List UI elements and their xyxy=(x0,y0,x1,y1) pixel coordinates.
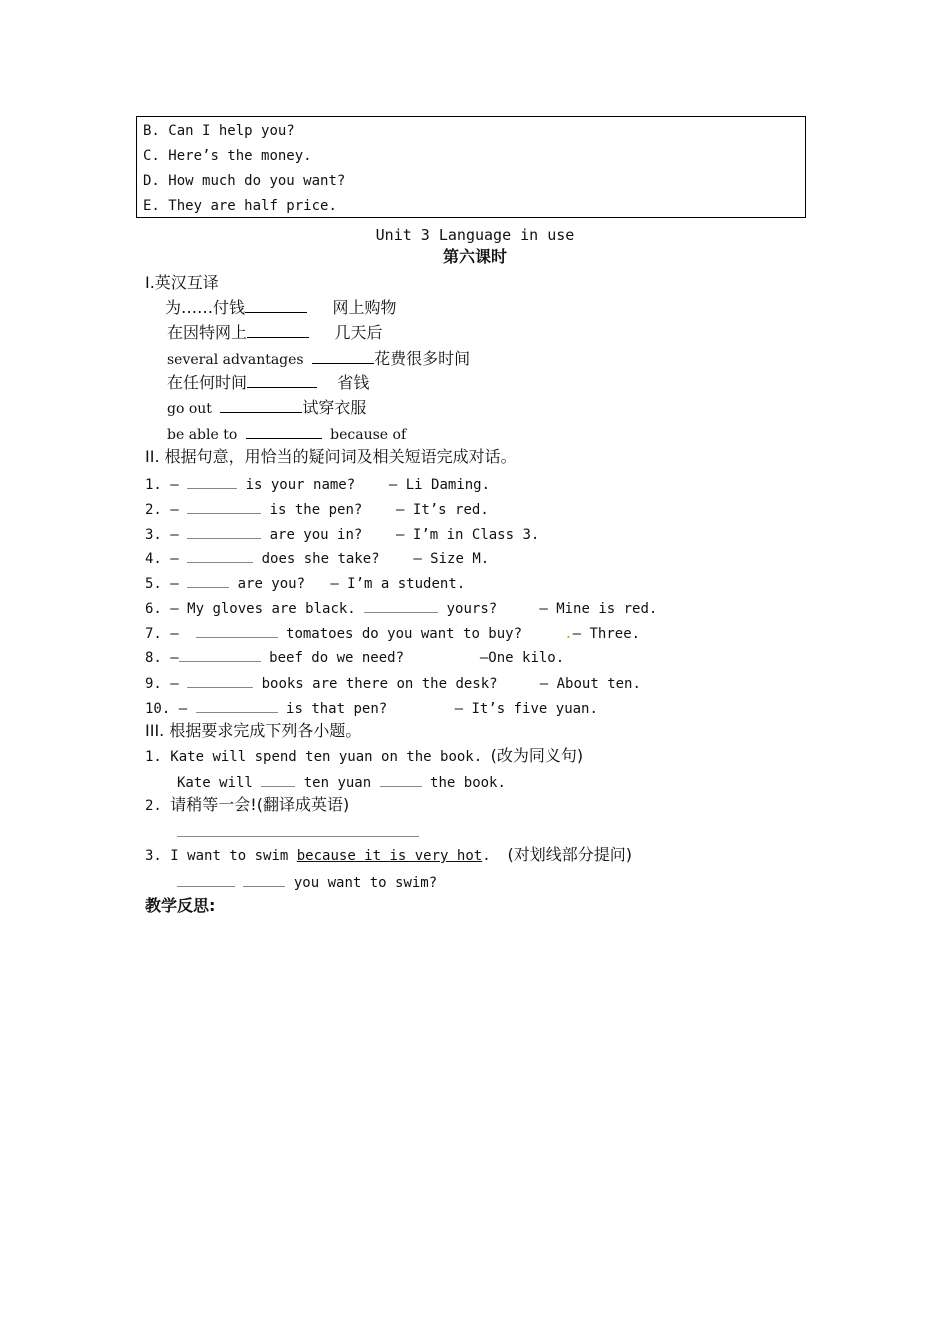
question-3: 3. I want to swim because it is very hot. (对划线部分提问) xyxy=(145,845,632,864)
vocab-row-4: 在任何时间 省钱 xyxy=(167,373,370,392)
dialog-1: 1. — is your name? — Li Daming. xyxy=(145,474,490,494)
section-1-title: I.英汉互译 xyxy=(145,273,219,292)
unit-title: Unit 3 Language in use xyxy=(375,226,575,244)
answer-3: you want to swim? xyxy=(177,872,437,892)
dialog-9: 9. — books are there on the desk? — About ten. xyxy=(145,673,641,693)
teaching-reflection: 教学反思: xyxy=(145,896,216,915)
option-c: C. Here’s the money. xyxy=(143,148,312,164)
vocab-row-6: be able to because of xyxy=(167,424,406,444)
translate-question-2: 2. 请稍等一会!(翻译成英语) xyxy=(145,795,350,814)
dialog-3: 3. — are you in? — I’m in Class 3. xyxy=(145,524,539,544)
dialog-5: 5. — are you? — I’m a student. xyxy=(145,573,465,593)
dialog-8: 8. — beef do we need? —One kilo. xyxy=(145,647,564,667)
option-b: B. Can I help you? xyxy=(143,123,295,139)
option-d: D. How much do you want? xyxy=(143,173,346,189)
rewrite-answer-1: Kate will ten yuan the book. xyxy=(177,772,506,792)
lesson-title: 第六课时 xyxy=(442,247,507,266)
vocab-row-5: go out 试穿衣服 xyxy=(167,398,367,417)
section-3-title: III. 根据要求完成下列各小题。 xyxy=(145,721,362,740)
rewrite-question-1: 1. Kate will spend ten yuan on the book. (改为同义句) xyxy=(145,746,584,765)
option-e: E. They are half price. xyxy=(143,198,337,214)
vocab-row-1: 为……付钱 网上购物 xyxy=(165,298,397,317)
vocab-row-3: several advantages 花费很多时间 xyxy=(167,349,471,368)
translate-answer-2 xyxy=(177,822,419,842)
dialog-10: 10. — is that pen? — It’s five yuan. xyxy=(145,698,598,718)
dialog-7: 7. — tomatoes do you want to buy? .— Three. xyxy=(145,623,640,643)
dialog-6: 6. — My gloves are black. yours? — Mine is red. xyxy=(145,598,657,618)
dialog-2: 2. — is the pen? — It’s red. xyxy=(145,499,489,519)
section-2-title: II. 根据句意，用恰当的疑问词及相关短语完成对话。 xyxy=(145,447,517,466)
answer-options-box xyxy=(136,116,806,218)
dialog-4: 4. — does she take? — Size M. xyxy=(145,548,489,568)
vocab-row-2: 在因特网上 几天后 xyxy=(167,323,383,342)
